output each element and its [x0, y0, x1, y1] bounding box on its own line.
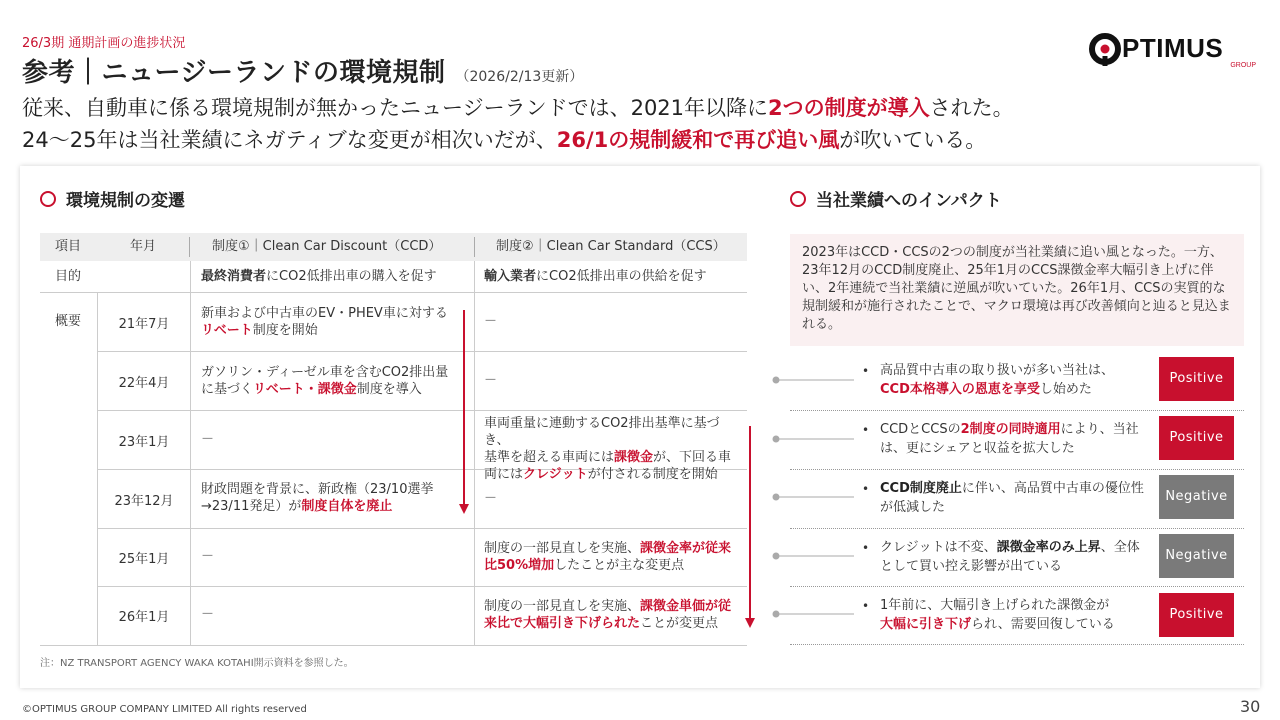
- section-heading-regulation: 環境規制の変遷: [40, 186, 185, 211]
- lead-line-2: 24～25年は当社業績にネガティブな変更が相次いだが、26/1の規制緩和で再び追い風が吹いている。: [22, 128, 987, 152]
- impact-item: クレジットは不変、課徴金率のみ上昇、全体として買い控え影響が出ている: [880, 540, 1140, 574]
- row-divider: [40, 292, 747, 293]
- bullet: •: [862, 482, 870, 496]
- bullet: •: [862, 364, 870, 378]
- impact-item: 高品質中古車の取り扱いが多い当社は、 CCD本格導入の恩恵を享受し始めた: [880, 363, 1115, 397]
- row-divider: [97, 410, 747, 411]
- ccd-cell-2204: ガソリン・ディーゼル車を含むCO2排出量 に基づくリベート・課徴金制度を導入: [201, 365, 449, 397]
- update-date: （2026/2/13更新）: [455, 69, 584, 85]
- ccs-timeline-arrow: [741, 424, 761, 630]
- breadcrumb: 26/3期 通期計画の進捗状況: [22, 36, 186, 51]
- impact-divider: [790, 586, 1244, 587]
- impact-badge-positive: Positive: [1159, 357, 1234, 401]
- copyright: ©OPTIMUS GROUP COMPANY LIMITED All rights reserved: [22, 704, 307, 715]
- optimus-logo-icon: [1088, 32, 1122, 66]
- table-header: [40, 233, 747, 261]
- ccs-cell-2501: 制度の一部見直しを実施、課徴金率が従来 比50%増加したことが主な変更点: [484, 541, 732, 573]
- ccd-timeline-arrow: [455, 308, 475, 516]
- row-date: 26年1月: [118, 610, 170, 625]
- header-ccs: 制度②｜Clean Car Standard（CCS）: [496, 239, 726, 254]
- circle-icon: [790, 191, 806, 207]
- logo-sub: GROUP: [1230, 62, 1256, 69]
- col-divider: [97, 292, 98, 645]
- header-divider: [474, 237, 475, 257]
- bullet: •: [862, 541, 870, 555]
- ccd-cell-2312: 財政問題を背景に、新政権（23/10選挙 →23/11発足）が制度自体を廃止: [201, 482, 434, 514]
- row-date: 25年1月: [118, 552, 170, 567]
- impact-divider: [790, 469, 1244, 470]
- bullet: •: [862, 599, 870, 613]
- header-item: 項目: [55, 239, 82, 254]
- ccd-cell-2107: 新車および中古車のEV・PHEV車に対する リベート制度を開始: [201, 306, 448, 338]
- page-number: 30: [1240, 697, 1261, 716]
- ccd-cell-2501: －: [201, 549, 215, 564]
- lead-text: [22, 92, 1014, 156]
- ccs-cell-2312: －: [484, 491, 498, 506]
- table-bottom: [40, 645, 747, 646]
- page-title: 参考｜ニュージーランドの環境規制: [22, 58, 446, 88]
- purpose-ccd: 最終消費者にCO2低排出車の購入を促す: [201, 269, 437, 284]
- impact-item: CCD制度廃止に伴い、高品質中古車の優位性が低減した: [880, 481, 1144, 515]
- row-date: 22年4月: [118, 376, 170, 391]
- ccs-cell-2107: －: [484, 314, 498, 329]
- title-row: [22, 52, 583, 89]
- impact-badge-positive: Positive: [1159, 416, 1234, 460]
- impact-divider: [790, 410, 1244, 411]
- purpose-label: 目的: [55, 269, 82, 284]
- row-date: 23年12月: [114, 494, 174, 509]
- impact-summary: 2023年はCCD・CCSの2つの制度が当社業績に追い風となった。一方、23年12月のCCD制度廃止、25年1月のCCS課徴金率大幅引き上げに伴い、2年連続で当社業績に逆風が吹いていた。26年1月、CCSの実質的な規制緩和が施行されたことで、マクロ環境は再び改善傾向と辿ると見込まれる。: [790, 234, 1244, 346]
- row-divider: [97, 351, 747, 352]
- section-heading-impact: 当社業績へのインパクト: [790, 186, 1002, 211]
- header-date: 年月: [130, 239, 157, 254]
- ccd-cell-2601: －: [201, 607, 215, 622]
- impact-badge-positive: Positive: [1159, 593, 1234, 637]
- row-date: 21年7月: [118, 317, 170, 332]
- logo-wordmark: PTIMUS: [1122, 33, 1224, 63]
- header-divider: [189, 237, 190, 257]
- ccs-cell-2301: 車両重量に連動するCO2排出基準に基づき、 基準を超える車両には課徴金が、下回る車 両にはクレジットが付される制度を開始: [484, 416, 732, 482]
- optimus-logo: [1088, 30, 1260, 72]
- impact-badge-negative: Negative: [1159, 534, 1234, 578]
- purpose-ccs: 輸入業者にCO2低排出車の供給を促す: [484, 269, 707, 284]
- row-divider: [97, 528, 747, 529]
- impact-item: CCDとCCSの2制度の同時適用により、当社は、更にシェアと収益を拡大した: [880, 422, 1139, 456]
- overview-label: 概要: [55, 314, 82, 329]
- row-date: 23年1月: [118, 435, 170, 450]
- impact-divider: [790, 644, 1244, 645]
- ccs-cell-2204: －: [484, 373, 498, 388]
- impact-divider: [790, 528, 1244, 529]
- table-footnote: 注：NZ TRANSPORT AGENCY WAKA KOTAHI開示資料を参照した。: [40, 658, 354, 669]
- impact-item: 1年前に、大幅引き上げられた課徴金が 大幅に引き下げられ、需要回復している: [880, 598, 1115, 632]
- bullet: •: [862, 423, 870, 437]
- ccd-cell-2301: －: [201, 432, 215, 447]
- ccs-cell-2601: 制度の一部見直しを実施、課徴金単価が従 来比で大幅引き下げられたことが変更点: [484, 599, 732, 631]
- impact-badge-negative: Negative: [1159, 475, 1234, 519]
- header-ccd: 制度①｜Clean Car Discount（CCD）: [212, 239, 442, 254]
- circle-icon: [40, 191, 56, 207]
- impact-connectors: [768, 370, 868, 620]
- row-divider: [97, 586, 747, 587]
- lead-line-1: 従来、自動車に係る環境規制が無かったニュージーランドでは、2021年以降に2つの制度が導入された。: [22, 96, 1014, 120]
